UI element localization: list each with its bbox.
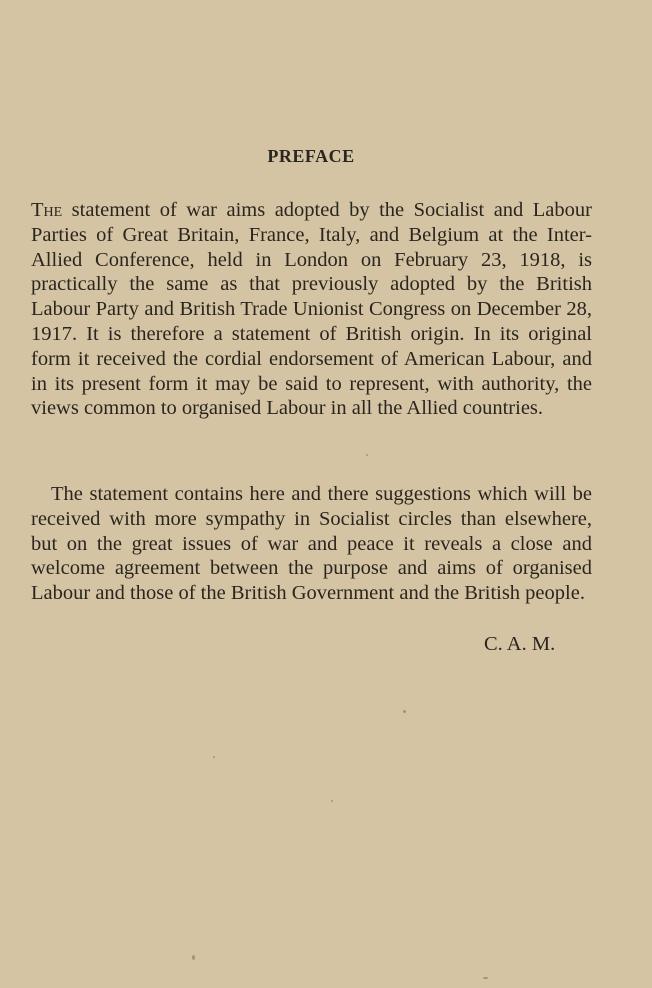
paper-speck [192,955,195,960]
paper-speck [483,977,488,979]
paper-speck [213,756,215,758]
drop-word: The [31,199,63,221]
paper-speck [403,710,406,713]
paragraph-body: statement of war aims adopted by the Socialist and Labour Parties of Great Britain, France, Italy, and Belgium at the Inter-Allied Conference, held in London on February 23, 1918, is practically the same as that previously adopted by the British Labour Party and British Trade Unionist Congress on December 28, 1917. It is therefore a statement of British origin. In its original form it received the cordial endorsement of American Labour, and in its present form it may be said to represent, with authority, the views common to organised Labour in all the Allied countries. [31,199,592,420]
preface-paragraph [31,198,592,421]
paper-speck [331,800,333,802]
author-initials: C. A. M. [484,633,556,655]
paper-speck [366,454,368,456]
preface-paragraph-2: The statement contains here and there suggestions which will be received with more sympathy in Socialist circles than elsewhere, but on the great issues of war and peace it reveals a close and welcome agreement between the purpose and aims of organised Labour and those of the British Government and the British people. [31,483,592,605]
page-title: PREFACE [267,146,355,166]
